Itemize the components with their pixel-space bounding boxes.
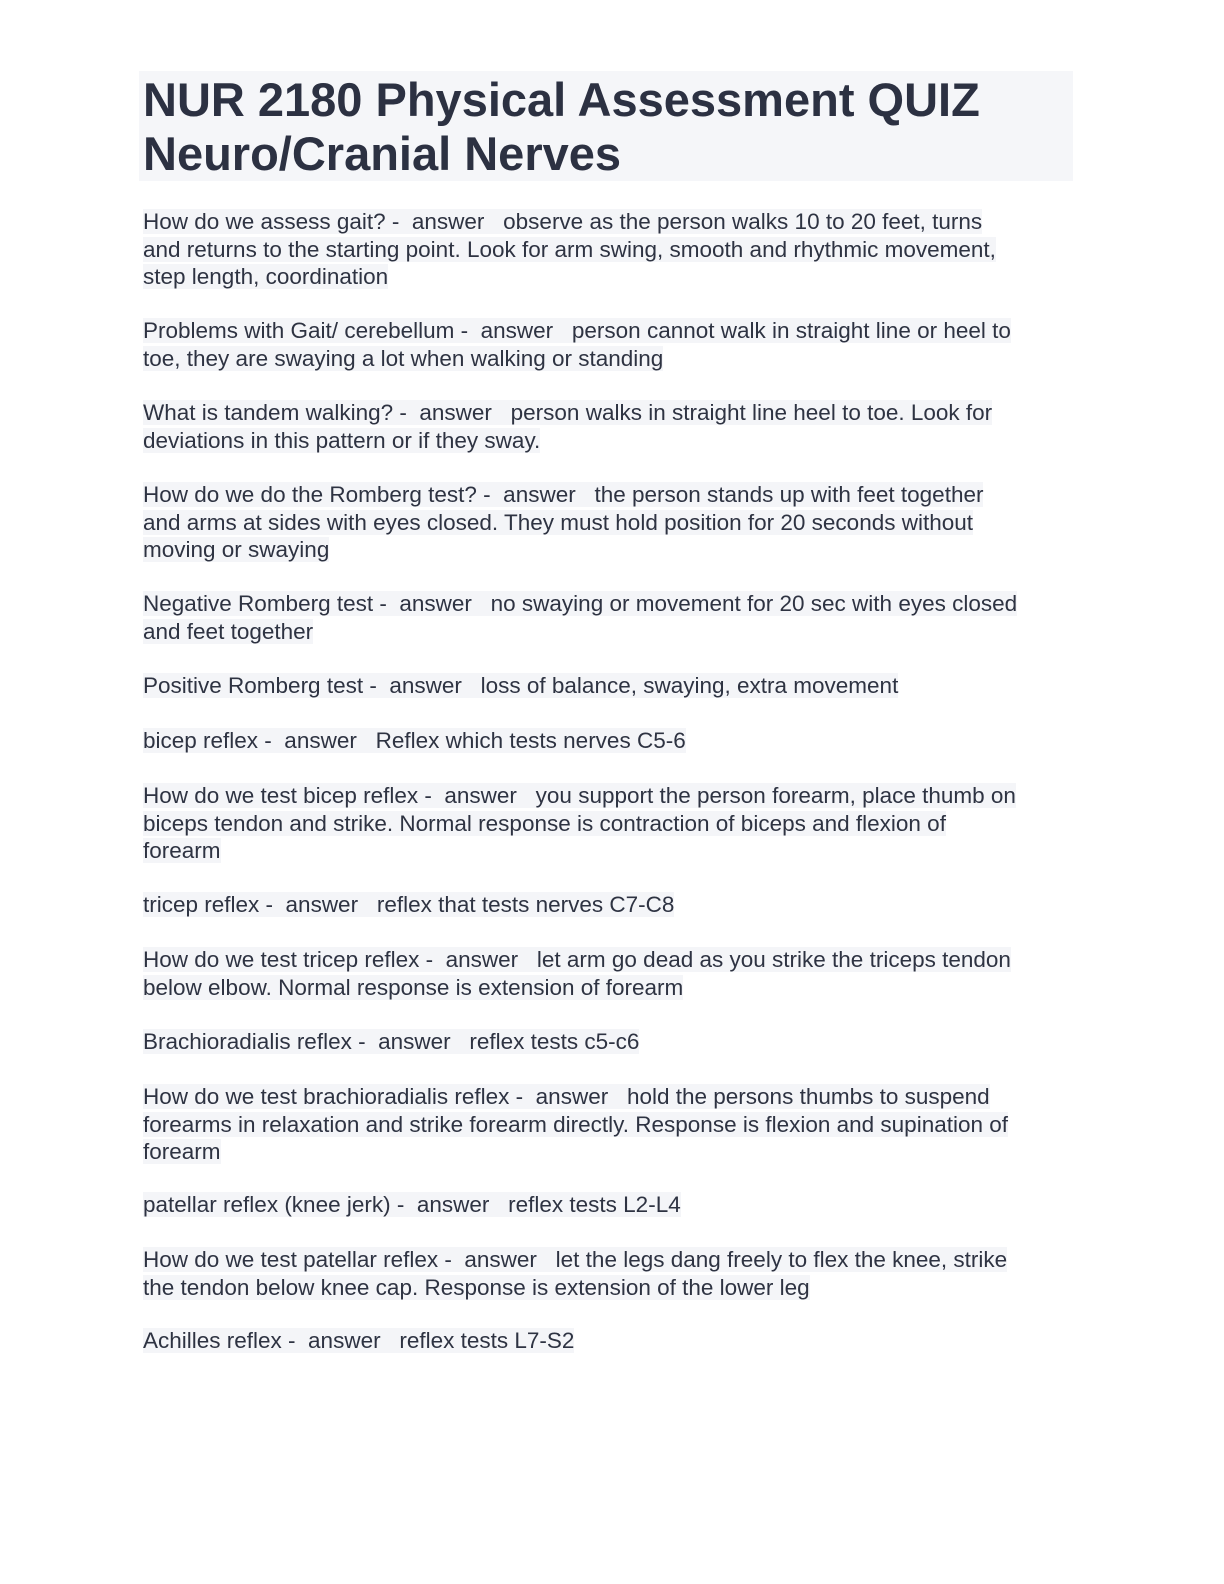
qa-line: and returns to the starting point. Look for arm swing, smooth and rhythmic movement, xyxy=(143,236,996,262)
qa-line: Negative Romberg test - answer no swaying or movement for 20 sec with eyes closed xyxy=(143,591,1018,616)
qa-line: Positive Romberg test - answer loss of balance, swaying, extra movement xyxy=(143,673,899,698)
qa-item xyxy=(143,1327,1073,1355)
qa-line: patellar reflex (knee jerk) - answer reflex tests L2-L4 xyxy=(143,1192,681,1217)
qa-item xyxy=(143,1246,1073,1301)
qa-line: How do we test bicep reflex - answer you support the person forearm, place thumb on xyxy=(143,783,1016,808)
qa-line: How do we test patellar reflex - answer let the legs dang freely to flex the knee, strike xyxy=(143,1247,1008,1272)
title-line-2: Neuro/Cranial Nerves xyxy=(143,127,622,180)
qa-item xyxy=(143,1028,1073,1056)
qa-item xyxy=(143,590,1073,645)
qa-line: step length, coordination xyxy=(143,264,389,289)
qa-line: Brachioradialis reflex - answer reflex tests c5-c6 xyxy=(143,1029,640,1054)
qa-line: What is tandem walking? - answer person walks in straight line heel to toe. Look for xyxy=(143,400,993,425)
qa-line: moving or swaying xyxy=(143,537,330,562)
qa-line: biceps tendon and strike. Normal response is contraction of biceps and flexion of xyxy=(143,810,946,836)
qa-line: How do we test brachioradialis reflex - answer hold the persons thumbs to suspend xyxy=(143,1084,990,1109)
qa-line: and feet together xyxy=(143,618,314,644)
qa-line: forearm xyxy=(143,1139,221,1164)
qa-line: tricep reflex - answer reflex that tests nerves C7-C8 xyxy=(143,892,675,917)
qa-line: Achilles reflex - answer reflex tests L7-S2 xyxy=(143,1328,575,1353)
qa-line: forearm xyxy=(143,838,221,863)
qa-line: deviations in this pattern or if they sway. xyxy=(143,427,541,453)
qa-item xyxy=(143,1191,1073,1219)
qa-item xyxy=(143,1083,1073,1166)
qa-line: How do we do the Romberg test? - answer the person stands up with feet together xyxy=(143,482,984,507)
qa-item xyxy=(143,891,1073,919)
title-line-1: NUR 2180 Physical Assessment QUIZ xyxy=(143,73,980,126)
qa-item xyxy=(143,727,1073,755)
qa-line: Problems with Gait/ cerebellum - answer person cannot walk in straight line or heel to xyxy=(143,318,1011,343)
qa-item xyxy=(143,481,1073,564)
qa-item xyxy=(143,208,1073,291)
qa-line: bicep reflex - answer Reflex which tests nerves C5-6 xyxy=(143,728,686,753)
qa-item xyxy=(143,946,1073,1001)
qa-line: the tendon below knee cap. Response is extension of the lower leg xyxy=(143,1274,810,1300)
qa-item xyxy=(143,317,1073,372)
qa-line: How do we test tricep reflex - answer let arm go dead as you strike the triceps tendon xyxy=(143,947,1011,972)
qa-line: and arms at sides with eyes closed. They must hold position for 20 seconds without xyxy=(143,509,974,535)
qa-item xyxy=(143,672,1073,700)
qa-item xyxy=(143,399,1073,454)
qa-line: toe, they are swaying a lot when walking or standing xyxy=(143,345,664,371)
qa-line: below elbow. Normal response is extension of forearm xyxy=(143,974,684,1000)
qa-line: forearms in relaxation and strike forearm directly. Response is flexion and supination of xyxy=(143,1111,1009,1137)
qa-line: How do we assess gait? - answer observe as the person walks 10 to 20 feet, turns xyxy=(143,209,983,234)
document-title xyxy=(139,71,1073,181)
qa-item xyxy=(143,782,1073,865)
